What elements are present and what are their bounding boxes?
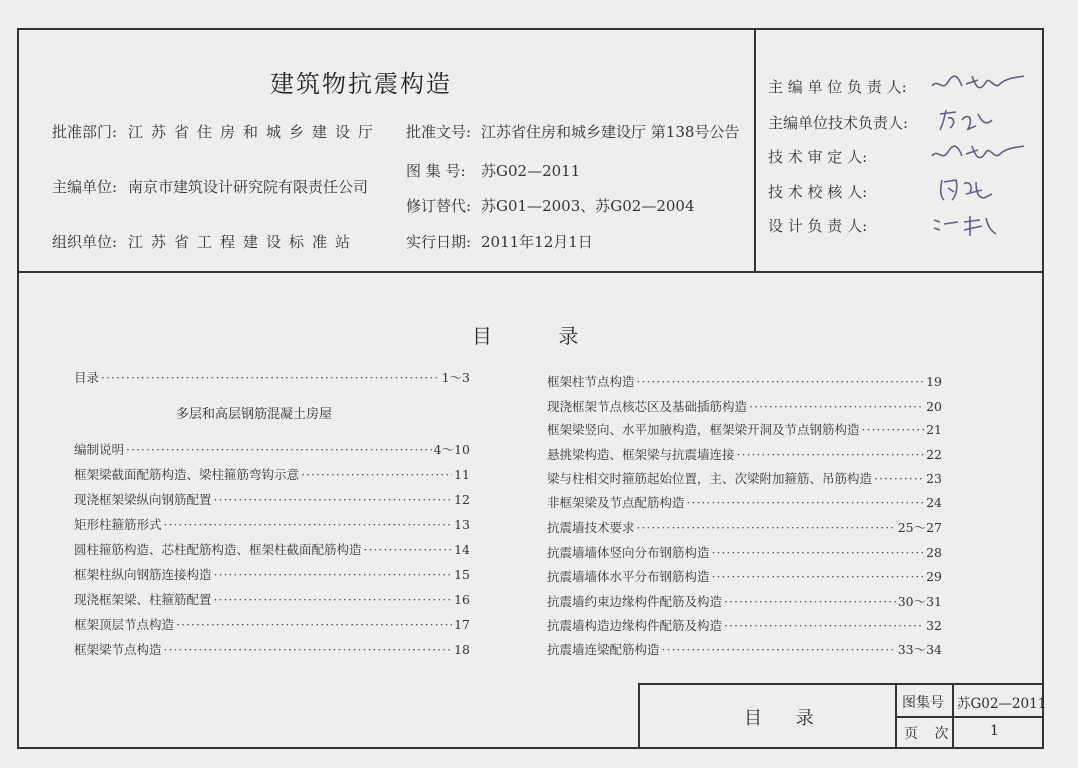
toc-entry-label: 框架梁竖向、水平加腋构造，框架梁开洞及节点钢筋构造 bbox=[547, 422, 860, 437]
header-divider bbox=[754, 28, 756, 272]
toc-entry-page: 16 bbox=[454, 592, 470, 607]
toc-right-row-3 bbox=[547, 445, 942, 463]
toc-left-row-6 bbox=[74, 540, 470, 558]
toc-right-row-9 bbox=[547, 592, 942, 610]
org-unit-label: 组织单位: bbox=[52, 233, 118, 251]
signature-design-head bbox=[930, 210, 1000, 238]
toc-left-row-5 bbox=[74, 515, 470, 533]
toc-entry-label: 抗震墙约束边缘构件配筋及构造 bbox=[547, 594, 723, 609]
toc-right-row-1 bbox=[547, 397, 942, 415]
toc-left-row-10 bbox=[74, 640, 470, 658]
atlas-no-value: 苏G02—2011 bbox=[481, 162, 581, 180]
toc-entry-page: 25～27 bbox=[897, 520, 942, 535]
toc-entry-label: 现浇框架梁、柱箍筋配置 bbox=[74, 592, 212, 607]
toc-entry-label: 抗震墙墙体水平分布钢筋构造 bbox=[547, 569, 710, 584]
title-block-top-line bbox=[638, 683, 1044, 685]
title-block-page-value: 1 bbox=[990, 723, 999, 739]
toc-entry-label: 抗震墙技术要求 bbox=[547, 520, 635, 535]
toc-entry-page: 1～3 bbox=[441, 370, 470, 385]
toc-entry-page: 20 bbox=[926, 399, 942, 414]
toc-right-row-0 bbox=[547, 372, 942, 390]
effective-date-label: 实行日期: bbox=[406, 233, 472, 251]
toc-entry-page: 23 bbox=[926, 471, 942, 486]
toc-entry-label: 框架柱纵向钢筋连接构造 bbox=[74, 567, 212, 582]
toc-entry-label: 现浇框架梁纵向钢筋配置 bbox=[74, 492, 212, 507]
revision-label: 修订替代: bbox=[406, 197, 472, 215]
approval-doc-value: 江苏省住房和城乡建设厅 第138号公告 bbox=[481, 123, 740, 141]
toc-entry-page: 30～31 bbox=[897, 594, 942, 609]
title-block-name: 目 录 bbox=[744, 708, 828, 729]
toc-entry-page: 12 bbox=[454, 492, 470, 507]
toc-entry-page: 19 bbox=[926, 374, 942, 389]
toc-left-row-3 bbox=[74, 465, 470, 483]
toc-entry-page: 15 bbox=[454, 567, 470, 582]
toc-left-row-8 bbox=[74, 590, 470, 608]
atlas-no-label: 图 集 号: bbox=[406, 162, 466, 180]
toc-entry-page: 17 bbox=[454, 617, 470, 632]
toc-entry-label: 编制说明 bbox=[74, 442, 125, 457]
toc-entry-label: 抗震墙连梁配筋构造 bbox=[547, 642, 660, 657]
title-block-page-label: 页 次 bbox=[904, 726, 955, 742]
toc-entry-label: 目录 bbox=[74, 370, 100, 385]
toc-left-row-0 bbox=[74, 368, 470, 386]
title-block-row-line bbox=[895, 716, 1044, 718]
chief-unit-value: 南京市建筑设计研究院有限责任公司 bbox=[128, 178, 369, 196]
toc-entry-page: 14 bbox=[454, 542, 470, 557]
tech-check-label: 技 术 校 核 人: bbox=[768, 183, 868, 201]
title-block-left-line bbox=[638, 683, 640, 749]
toc-entry-page: 18 bbox=[454, 642, 470, 657]
chief-unit-label: 主编单位: bbox=[52, 178, 118, 196]
toc-entry-label: 框架顶层节点构造 bbox=[74, 617, 175, 632]
toc-entry-label: 圆柱箍筋构造、芯柱配筋构造、框架柱截面配筋构造 bbox=[74, 542, 362, 557]
toc-left-row-9 bbox=[74, 615, 470, 633]
toc-entry-page: 33～34 bbox=[897, 642, 942, 657]
toc-section-heading: 多层和高层钢筋混凝土房屋 bbox=[176, 407, 333, 422]
toc-entry-label: 抗震墙构造边缘构件配筋及构造 bbox=[547, 618, 723, 633]
approval-doc-label: 批准文号: bbox=[406, 123, 472, 141]
toc-entry-page: 11 bbox=[454, 467, 470, 482]
toc-entry-label: 矩形柱箍筋形式 bbox=[74, 517, 162, 532]
toc-right-row-5 bbox=[547, 493, 942, 511]
approval-dept-value: 江苏省住房和城乡建设厅 bbox=[128, 123, 382, 141]
toc-right-row-7 bbox=[547, 543, 942, 561]
design-head-label: 设 计 负 责 人: bbox=[768, 217, 868, 235]
tech-review-label: 技 术 审 定 人: bbox=[768, 148, 868, 166]
approval-dept-label: 批准部门: bbox=[52, 123, 118, 141]
org-unit-value: 江苏省工程建设标准站 bbox=[128, 233, 359, 251]
toc-entry-page: 24 bbox=[926, 495, 942, 510]
toc-right-row-2 bbox=[547, 420, 942, 438]
toc-entry-label: 非框架梁及节点配筋构造 bbox=[547, 495, 685, 510]
toc-entry-page: 4～10 bbox=[433, 442, 470, 457]
toc-left-row-2 bbox=[74, 440, 470, 458]
toc-entry-page: 32 bbox=[926, 618, 942, 633]
effective-date-value: 2011年12月1日 bbox=[481, 233, 593, 251]
title-block-atlas-label: 图集号 bbox=[902, 695, 944, 711]
toc-entry-page: 13 bbox=[454, 517, 470, 532]
header-bottom-line bbox=[17, 271, 1044, 273]
signature-chief-tech-head bbox=[936, 106, 996, 134]
atlas-title: 建筑物抗震构造 bbox=[270, 70, 452, 98]
toc-entry-page: 21 bbox=[926, 422, 942, 437]
toc-right-row-11 bbox=[547, 640, 942, 658]
toc-entry-page: 28 bbox=[926, 545, 942, 560]
signature-tech-review bbox=[928, 140, 1028, 166]
toc-right-row-4 bbox=[547, 469, 942, 487]
toc-left-row-7 bbox=[74, 565, 470, 583]
toc-right-row-10 bbox=[547, 616, 942, 634]
toc-entry-label: 梁与柱相交时箍筋起始位置，主、次梁附加箍筋、吊筋构造 bbox=[547, 471, 873, 486]
toc-entry-page: 29 bbox=[926, 569, 942, 584]
toc-entry-label: 框架梁截面配筋构造、梁柱箍筋弯钩示意 bbox=[74, 467, 300, 482]
toc-title: 目 录 bbox=[472, 324, 609, 348]
chief-unit-head-label: 主 编 单 位 负 责 人: bbox=[768, 78, 907, 96]
toc-entry-label: 框架梁节点构造 bbox=[74, 642, 162, 657]
revision-value: 苏G01—2003、苏G02—2004 bbox=[481, 197, 695, 215]
chief-tech-head-label: 主编单位技术负责人: bbox=[768, 114, 909, 132]
toc-entry-label: 抗震墙墙体竖向分布钢筋构造 bbox=[547, 545, 710, 560]
title-block-atlas-value: 苏G02—2011 bbox=[957, 696, 1047, 712]
toc-right-row-6 bbox=[547, 518, 942, 536]
toc-entry-label: 悬挑梁构造、框架梁与抗震墙连接 bbox=[547, 447, 735, 462]
toc-left-row-4 bbox=[74, 490, 470, 508]
toc-entry-page: 22 bbox=[926, 447, 942, 462]
toc-right-row-8 bbox=[547, 567, 942, 585]
toc-entry-label: 现浇框架节点核芯区及基础插筋构造 bbox=[547, 399, 748, 414]
toc-entry-label: 框架柱节点构造 bbox=[547, 374, 635, 389]
signature-chief-unit-head bbox=[928, 70, 1028, 96]
signature-tech-check bbox=[936, 174, 996, 204]
